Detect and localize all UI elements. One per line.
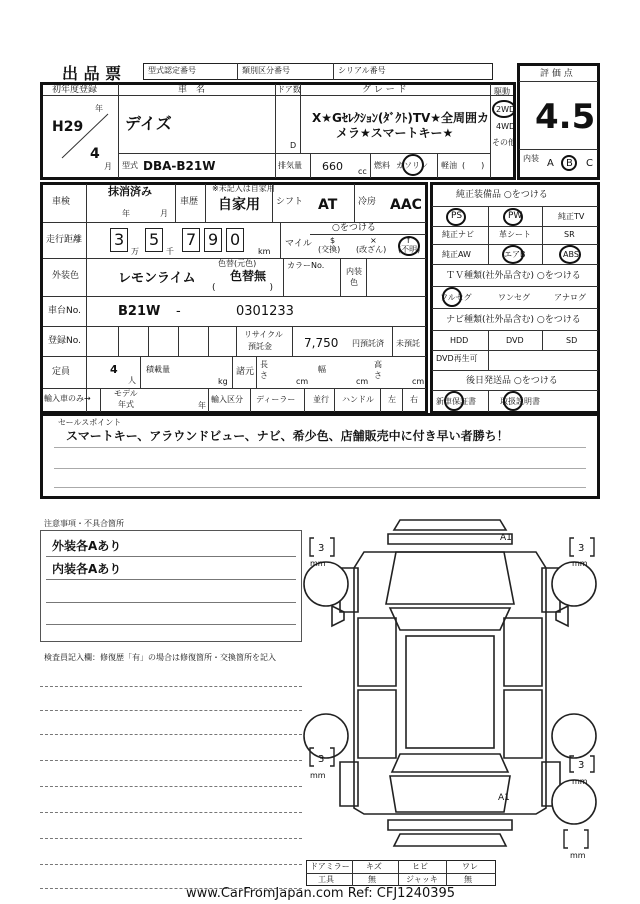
equip-abs-circle [559, 245, 581, 264]
reg-slash [60, 112, 110, 160]
wid-label: 幅 [318, 365, 326, 374]
drive-other: その他 [492, 138, 516, 147]
legend-jack-value: 無 [464, 875, 472, 884]
later-manual: 取扱説明書 [500, 397, 540, 406]
odo-digit-1: 3 [114, 230, 125, 249]
diagram-a1-front: A1 [500, 533, 512, 543]
interior-a: A [547, 158, 554, 169]
color-no-label: カラーNo. [287, 261, 325, 270]
equip-tv: 純正TV [558, 212, 585, 221]
notes-line2: 内装各Aあり [52, 562, 122, 576]
tv-analog: アナログ [554, 293, 586, 302]
len-label-a: 長 [260, 360, 268, 369]
odo-man-unit: 万 [131, 247, 139, 256]
mark-tamper-symbol: × [370, 236, 377, 245]
odo-km-unit: km [258, 247, 271, 256]
fuel-other-paren: ( ) [462, 161, 485, 170]
first-reg-year: H29 [52, 119, 84, 135]
hei-cm: cm [412, 377, 425, 386]
tv-oneseg: ワンセグ [498, 293, 530, 302]
navi-hdd: HDD [450, 336, 469, 345]
equip-abs: ABS [563, 250, 579, 259]
odo-digit-2: 5 [149, 230, 160, 249]
recycle-value: 7,750 [304, 336, 339, 350]
disp-value: 660 [322, 160, 343, 173]
interior-b-circle [561, 155, 577, 171]
tire-fl-unit: mm [310, 559, 326, 568]
len-cm: cm [296, 377, 309, 386]
odo-circle-note: ○をつける [332, 223, 376, 233]
odometer-label: 走行距離 [46, 235, 83, 245]
recycle-label-a: リサイクル [244, 330, 283, 339]
model-label: 型式 [122, 161, 138, 170]
footer-reference: www.CarFromJapan.com Ref: CFJ1240395 [186, 886, 456, 901]
mark-unknown-circle [398, 236, 420, 256]
import-parallel: 並行 [313, 395, 329, 404]
score-value: 4.5 [535, 97, 596, 137]
model-cert-label: 型式認定番号 [148, 66, 196, 75]
model-year-label-a: モデル [114, 389, 138, 398]
tire-rl-unit: mm [310, 771, 326, 780]
shift-label: シフト [276, 197, 304, 207]
usage-value: 自家用 [218, 197, 260, 213]
sales-label: セールスポイント [58, 418, 122, 427]
sales-text: スマートキー、アラウンドビュー、ナビ、希少色、店舗販売中に付き早い者勝ち！ [66, 429, 509, 443]
later-warranty-circle [444, 391, 464, 411]
chassis-label: 車台No. [48, 306, 81, 316]
interior-c: C [586, 158, 593, 169]
tire-rl-value: 3 [318, 754, 325, 765]
tire-rr-unit: mm [572, 777, 588, 786]
model-value: DBA-B21W [143, 159, 216, 173]
legend-scratch: キズ [366, 862, 382, 871]
tire-fr-unit: mm [572, 559, 588, 568]
later-manual-circle [503, 391, 523, 411]
equip-airbag: エアB [504, 250, 526, 259]
mile-label: マイル [285, 239, 312, 249]
first-reg-month: 4 [90, 146, 100, 162]
serial-label: シリアル番号 [338, 66, 386, 75]
ac-value: AAC [390, 197, 422, 213]
color-value: レモンライム [118, 271, 196, 286]
tire-rr-value: 3 [578, 760, 585, 771]
equip-pw-circle [503, 208, 523, 226]
tv-fullseg: フルセグ [440, 293, 472, 302]
later-warranty: 新車保証書 [436, 397, 476, 406]
drive-2wd-circle [492, 100, 516, 118]
car-name: デイズ [125, 114, 172, 133]
legend-mirror: ドアミラー [310, 862, 350, 871]
month-unit: 月 [104, 162, 112, 171]
int-color-label-b: 色 [350, 278, 358, 287]
grade-label: グ レ ー ド [362, 85, 407, 95]
recycle-label-b: 預託金 [248, 342, 272, 351]
legend-tools: 工具 [318, 875, 334, 884]
color-change-value: 色替無 [230, 269, 267, 283]
tire-fr-value: 3 [578, 543, 585, 554]
drive-2wd: 2WD [496, 105, 516, 114]
int-color-label-a: 内装 [346, 267, 362, 276]
handle-label: ハンドル [342, 395, 374, 404]
legend-crack: ヒビ [412, 862, 428, 871]
import-year-unit: 年 [198, 401, 206, 410]
import-label: 輸入車のみ→ [44, 394, 91, 403]
recycle-paid: 円預託済 [352, 339, 384, 348]
tv-title: ＴＶ種類(社外品含む) ○をつける [446, 271, 581, 281]
door-value: D [290, 141, 297, 150]
capacity-label: 定員 [52, 367, 71, 377]
grade-line1: X★Gｾﾚｸｼｮﾝ(ﾀﾞｸﾄ)TV★全周囲カ [312, 111, 490, 125]
legend-jack: ジャッキ [406, 875, 438, 884]
dvd-play-label: DVD再生可 [436, 354, 478, 363]
hei-label-a: 高 [374, 360, 382, 369]
shift-value: AT [318, 197, 338, 213]
interior-b: B [566, 158, 573, 169]
tv-fullseg-circle [442, 287, 462, 307]
handle-left: 左 [388, 395, 396, 404]
equip-title: 純正装備品 ○をつける [456, 190, 548, 200]
score-label: 評 価 点 [540, 69, 573, 79]
equip-ps-circle [446, 208, 466, 226]
usage-note: ※未記入は自家用 [212, 184, 275, 193]
inspection-label: 車検 [52, 197, 71, 207]
equip-aw: 純正AW [442, 250, 471, 259]
color-change-paren: ( ) [212, 283, 274, 293]
odo-digit-4: 9 [208, 230, 219, 249]
capacity-value: 4 [110, 363, 118, 376]
capacity-unit: 人 [128, 376, 136, 385]
equip-navi: 純正ナビ [442, 230, 474, 239]
reg-number-label: 登録No. [48, 336, 81, 346]
odo-digit-5: 0 [230, 230, 241, 249]
tire-spare-unit: mm [570, 851, 586, 860]
legend-tools-value: 無 [368, 875, 376, 884]
chassis-number: 0301233 [236, 304, 294, 319]
grade-line2: メラ★スマートキー★ [336, 126, 454, 140]
interior-label: 内装 [523, 154, 539, 163]
diagram-a1-rear: A1 [498, 793, 510, 803]
equip-sr: SR [564, 230, 575, 239]
dims-label: 諸元 [236, 367, 255, 377]
disp-unit: cc [358, 167, 367, 176]
mark-tamper-text: (改ざん) [356, 245, 387, 254]
equip-ps: PS [451, 211, 463, 221]
legend-break: ワレ [462, 862, 478, 871]
fuel-gas-circle [402, 154, 424, 176]
import-dealer: ディーラー [256, 395, 296, 404]
door-label: ドア数 [277, 85, 301, 94]
len-label-b: さ [260, 371, 268, 380]
equip-airbag-circle [502, 245, 524, 264]
notes-label: 注意事項・不具合箇所 [44, 519, 124, 528]
car-name-label: 車 名 [178, 85, 206, 95]
equip-pw: PW [508, 211, 523, 221]
inspection-year-unit: 年 [122, 209, 130, 218]
navi-dvd: DVD [506, 336, 524, 345]
ac-label: 冷房 [358, 197, 377, 207]
later-title: 後日発送品 ○をつける [466, 376, 558, 386]
drive-label: 駆動 [494, 87, 510, 96]
mark-swap-symbol: $ [330, 236, 336, 245]
navi-title: ナビ種類(社外品含む) ○をつける [446, 315, 581, 325]
odo-digit-3: 7 [186, 230, 197, 249]
inspector-label: 検査員記入欄：修復歴「有」の場合は修復箇所・交換箇所を記入 [44, 653, 276, 662]
tire-fl-value: 3 [318, 543, 325, 554]
year-unit: 年 [95, 104, 103, 113]
hei-label-b: さ [374, 371, 382, 380]
inspection-value: 抹消済み [108, 185, 152, 198]
fuel-light: 軽油 [441, 161, 457, 170]
model-year-label-b: 年式 [118, 400, 134, 409]
mark-unknown-symbol: f [407, 236, 410, 245]
fuel-gas: ガソリン [396, 161, 428, 170]
mark-swap-text: (交換) [318, 245, 341, 254]
details-block [40, 182, 428, 414]
chassis-prefix: B21W [118, 304, 161, 319]
load-unit: kg [218, 377, 228, 386]
fuel-label: 燃料 [374, 161, 390, 170]
car-damage-diagram [300, 508, 610, 868]
navi-sd: SD [566, 336, 578, 345]
handle-right: 右 [410, 395, 418, 404]
chassis-dash: - [176, 304, 181, 319]
disp-label: 排気量 [278, 161, 302, 170]
equip-leather: 革シート [499, 230, 531, 239]
sheet-title: 出 品 票 [62, 64, 122, 83]
load-label: 積載量 [146, 365, 170, 374]
drive-4wd: 4WD [496, 122, 516, 131]
mark-unknown-text: (不明) [398, 245, 421, 254]
notes-line1: 外装各Aあり [52, 539, 122, 553]
odo-sen-unit: 千 [166, 247, 174, 256]
usage-label: 車歴 [180, 197, 199, 207]
recycle-unpaid: 未預託 [396, 339, 420, 348]
wid-cm: cm [356, 377, 369, 386]
inspection-month-unit: 月 [160, 209, 168, 218]
class-label: 類別区分番号 [242, 66, 290, 75]
import-class-label: 輸入区分 [211, 395, 243, 404]
color-label: 外装色 [52, 271, 80, 281]
first-reg-label: 初年度登録 [52, 85, 98, 95]
color-change-label: 色替(元色) [218, 259, 257, 268]
